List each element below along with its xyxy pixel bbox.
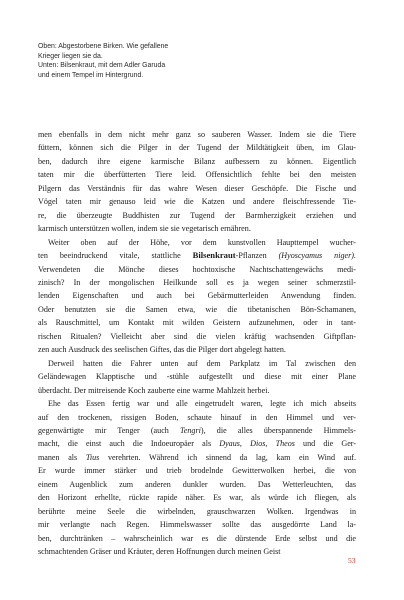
text-segment: Bilsenkraut bbox=[192, 250, 236, 261]
text-line: Er wurde immer stärker und trieb brodelnde Gewitterwolken herbei, die von bbox=[38, 466, 356, 476]
text-segment: ), die alles überspannende Himmels- bbox=[200, 425, 356, 435]
text-line: auf den trockenen, rissigen Boden, schaute hinauf in den Himmel und ver- bbox=[38, 412, 356, 422]
text-segment: Tengri bbox=[180, 425, 201, 435]
text-segment: Theos bbox=[275, 439, 295, 449]
text-segment: macht, die einst auch die Indoeuropäer als bbox=[38, 439, 220, 449]
text-line: rischen Ritualen? Vielleicht aber sind die vielen kräftig wachsenden Giftpflan- bbox=[38, 331, 356, 341]
text-line: zen auch Ausdruck des seelischen Giftes, das die Pilger dort abgelegt hatten. bbox=[38, 345, 286, 355]
text-segment: , bbox=[265, 439, 276, 449]
text-line: Oder benutzten sie die Samen etwa, wie die tibetanischen Bön-Schamanen, bbox=[38, 304, 356, 314]
text-line: ben, dadurch ihre eigene karmische Bilanz aufbessern zu können. Eigentlich bbox=[38, 156, 356, 166]
text-line: ben, durchtränken – wahrscheinlich war es die dürstende Erde selbst und die bbox=[38, 533, 356, 543]
text-line: füttern, können sich die Pilger in der Tugend der Mildtätigkeit üben, im Glau- bbox=[38, 143, 356, 153]
text-line: lenden Eigenschaften und auch bei Gebärmutterleiden Anwendung finden. bbox=[38, 291, 356, 301]
text-line: den Horizont erhellte, rückte rapide näher. Es war, als würde ich fliegen, als bbox=[38, 493, 356, 503]
text-line: Vögel taten mir genauso leid wie die Katzen und andere fleischfressende Tie- bbox=[38, 197, 356, 207]
text-line bbox=[38, 249, 356, 262]
caption-line: und einem Tempel im Hintergrund. bbox=[38, 71, 144, 79]
text-line: Geländewagen Klapptische und -stühle aufgestellt und diese mit einer Plane bbox=[38, 372, 356, 382]
body-text bbox=[38, 128, 356, 559]
text-segment: -Pflanzen bbox=[235, 251, 279, 261]
image-caption bbox=[38, 42, 318, 80]
text-line: mir verlangte nach Regen. Himmelswasser sollte das ausgedörrte Land la- bbox=[38, 520, 356, 530]
text-line: als Rauschmittel, um Kontakt mit wilden Geistern aufzunehmen, oder in tant- bbox=[38, 318, 356, 328]
text-segment: verehrten. Während ich sinnend da lag, kam ein Wind auf. bbox=[99, 452, 356, 462]
text-line bbox=[38, 437, 356, 450]
text-segment: (Hyoscyamus niger). bbox=[278, 251, 356, 261]
text-line: schmachtenden Gräser und Kräuter, deren Hoffnungen durch meinen Geist bbox=[38, 547, 281, 557]
text-line: Pilgern das Verständnis für das wahre Wesen dieser Geschöpfe. Die Fische und bbox=[38, 183, 356, 193]
text-line: Ehe das Essen fertig war und alle eingetrudelt waren, legte ich mich abseits bbox=[48, 399, 356, 409]
text-segment: und die Ger- bbox=[294, 439, 357, 449]
text-segment: Dios bbox=[250, 439, 266, 449]
caption-line: Krieger liegen sie da. bbox=[38, 52, 103, 60]
text-line: Weiter oben auf der Höhe, vor dem kunstvollen Haupttempel wucher- bbox=[48, 237, 356, 247]
text-line: karmisch unterstützen wollen, indem sie sie vegetarisch ernähren. bbox=[38, 224, 251, 234]
text-segment: gegenwärtigte mir Tenger (auch bbox=[38, 425, 181, 435]
text-line: zinisch? In der mongolischen Heilkunde soll es ja wegen seiner schmerzstil- bbox=[38, 277, 356, 287]
text-line bbox=[38, 451, 356, 464]
text-line: men ebenfalls in dem nicht mehr ganz so sauberen Wasser. Indem sie die Tiere bbox=[38, 130, 356, 139]
text-line: re, die überzeugte Buddhisten zur Tugend der Barmherzigkeit erziehen und bbox=[38, 210, 356, 220]
text-segment: Tius bbox=[85, 452, 100, 462]
text-line: berührte meine Seele die wirbelnden, grauschwarzen Wolken. Irgendwas in bbox=[38, 506, 356, 516]
text-line: einem Augenblick zum anderen dunkler wurden. Das Wetterleuchten, das bbox=[38, 479, 356, 489]
caption-line: Oben: Abgestorbene Birken. Wie gefallene bbox=[38, 43, 169, 50]
text-line: Derweil hatten die Fahrer unten auf dem Parkplatz im Tal zwischen den bbox=[48, 358, 356, 368]
text-line bbox=[38, 424, 356, 437]
text-segment: , bbox=[239, 439, 251, 449]
text-segment: ten beeindruckend vitale, stattliche bbox=[38, 251, 193, 261]
text-line: taten mir die überfütterten Tiere leid. Offensichtlich fehlte bei den meisten bbox=[38, 170, 356, 180]
text-segment: Dyaus bbox=[219, 439, 240, 449]
text-segment: manen als bbox=[38, 452, 86, 462]
text-line: überdacht. Der mitreisende Koch zauberte eine warme Mahlzeit herbei. bbox=[38, 385, 270, 395]
page-number: 53 bbox=[348, 556, 356, 565]
text-line: Verwendeten die Mönche dieses hochtoxische Nachtschattengewächs medi- bbox=[38, 264, 356, 274]
caption-line: Unten: Bilsenkraut, mit dem Adler Garuda bbox=[38, 62, 166, 70]
